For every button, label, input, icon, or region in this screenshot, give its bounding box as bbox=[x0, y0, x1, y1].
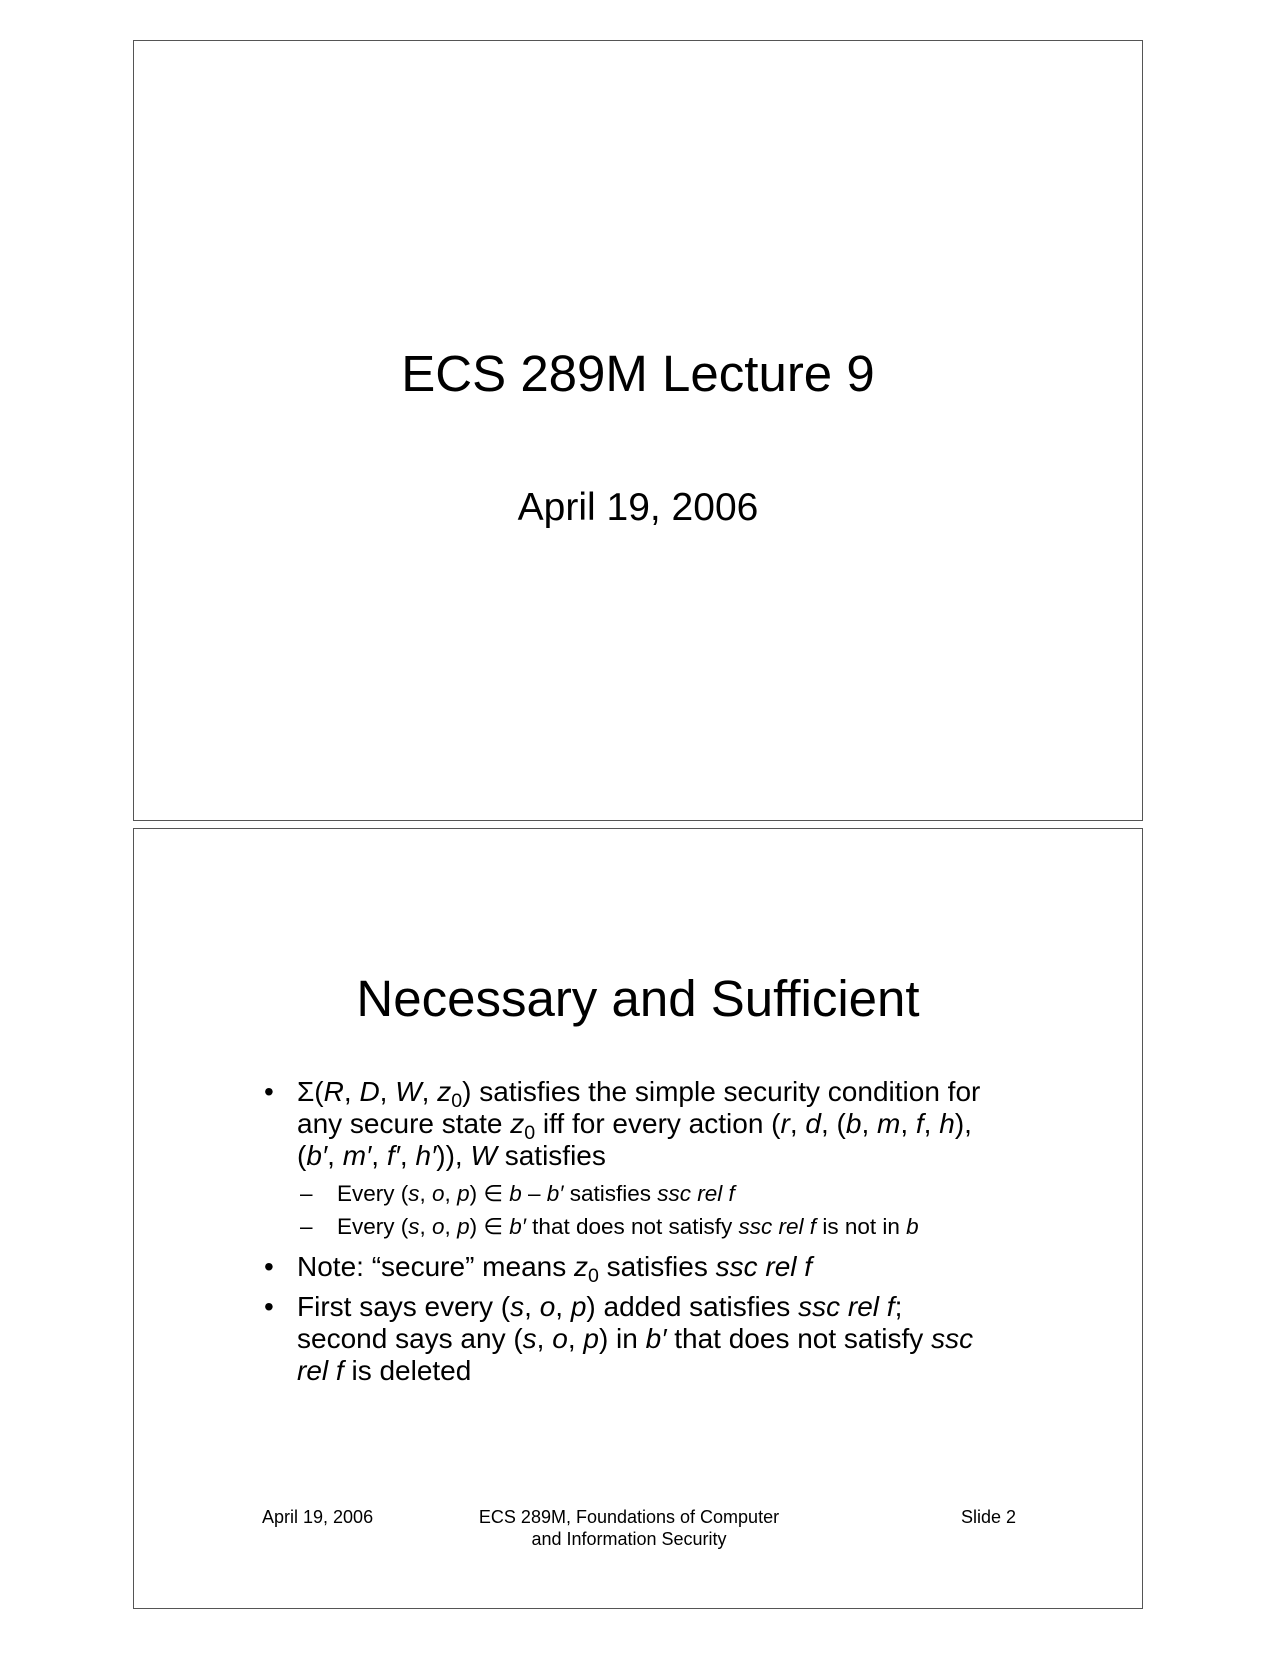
slide-2-title: Necessary and Sufficient bbox=[356, 970, 920, 1027]
slide-1 bbox=[133, 40, 1143, 821]
dash-icon: – bbox=[300, 1181, 313, 1206]
footer-course-line-1: ECS 289M, Foundations of Computer bbox=[478, 1507, 780, 1527]
subitem-1 bbox=[262, 1180, 982, 1208]
subitem-1-text: Every (s, o, p) ∈ b – b′ satisfies ssc rel f bbox=[337, 1181, 735, 1206]
footer-course bbox=[464, 1506, 794, 1550]
footer-slide-number: Slide 2 bbox=[960, 1507, 1016, 1527]
bullet-dot-icon: • bbox=[264, 1251, 274, 1282]
bullet-2 bbox=[262, 1251, 982, 1287]
bullet-dot-icon: • bbox=[264, 1076, 274, 1107]
footer-course-line-2: and Information Security bbox=[531, 1529, 727, 1549]
subitem-2 bbox=[262, 1213, 982, 1241]
slide-1-title: ECS 289M Lecture 9 bbox=[401, 345, 875, 402]
bullet-2-text: Note: “secure” means $z_0$ satisfies ssc rel f bbox=[297, 1251, 813, 1287]
dash-icon: – bbox=[300, 1214, 313, 1239]
bullet-3 bbox=[262, 1291, 982, 1387]
bullet-1 bbox=[262, 1076, 982, 1172]
bullet-3-text: First says every (s, o, p) added satisfies ssc rel f; second says any (s, o, p) in b′ that does not satisfy ssc rel f is deleted bbox=[297, 1291, 974, 1386]
bullet-1-text: Σ(R, D, W, $z_0$) satisfies the simple security condition for any secure state $z_0$ iff for every action (r, d, (b, m, f, h), (b′, m′, f′, h′)), W satisfies bbox=[297, 1076, 981, 1171]
subitem-2-text: Every (s, o, p) ∈ b′ that does not satisfy ssc rel f is not in b bbox=[337, 1214, 919, 1239]
slide-1-date: April 19, 2006 bbox=[517, 486, 759, 529]
footer-date: April 19, 2006 bbox=[262, 1507, 374, 1527]
slide-2 bbox=[133, 828, 1143, 1609]
bullet-1-subitems bbox=[262, 1180, 982, 1241]
slide-2-content bbox=[262, 1076, 982, 1395]
bullet-dot-icon: • bbox=[264, 1291, 274, 1322]
